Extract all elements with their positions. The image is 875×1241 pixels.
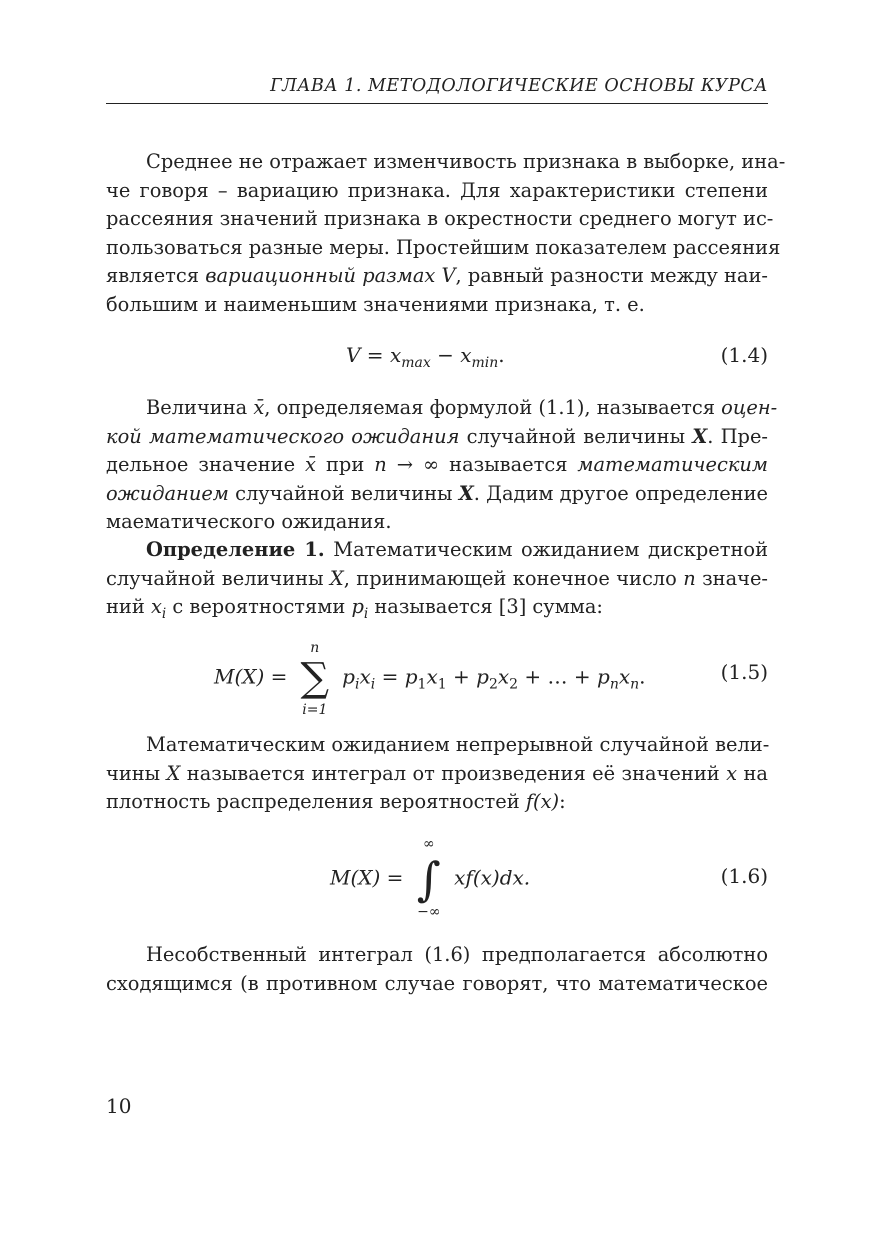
equation-number: (1.5) bbox=[720, 660, 768, 684]
text-line: является вариационный размах V, равный разности между наи- bbox=[106, 264, 768, 287]
text-line: кой математического ожидания случайной величины X. Пре- bbox=[106, 424, 768, 448]
formula: $V = x_{max} - x_{min}$. bbox=[346, 343, 505, 371]
text-line: случайной величины X, принимающей конечное число n значе- bbox=[106, 566, 768, 590]
equation-1-5 bbox=[106, 640, 768, 718]
equation-number: (1.6) bbox=[720, 864, 768, 888]
definition-1 bbox=[106, 536, 768, 622]
paragraph-2 bbox=[106, 394, 778, 537]
summation: n ∑ i=1 bbox=[296, 658, 334, 698]
integral-symbol: ∫ bbox=[416, 852, 441, 906]
text-line: рассеяния значений признака в окрестности среднего могут ис- bbox=[106, 207, 774, 230]
paragraph-1 bbox=[106, 148, 786, 319]
equation-1-6 bbox=[106, 838, 768, 923]
text-line: большим и наименьшим значениями признака, т. е. bbox=[106, 292, 645, 316]
sigma-symbol: ∑ bbox=[300, 655, 330, 701]
definition-label: Определение 1. bbox=[146, 538, 325, 561]
text-line: че говоря – вариацию признака. Для характеристики степени bbox=[106, 178, 768, 202]
formula: M(X) = ∞ ∫ −∞ xf(x)dx. bbox=[330, 836, 531, 920]
text-line: чины X называется интеграл от произведения её значений x на bbox=[106, 761, 768, 785]
equation-1-4 bbox=[106, 343, 768, 373]
text-line: плотность распределения вероятностей f(x): bbox=[106, 790, 566, 813]
text-line: пользоваться разные меры. Простейшим показателем рассеяния bbox=[106, 235, 781, 259]
formula: M(X) = n ∑ i=1 $p_ix_i = p_1x_1 + p_2x_2$ + … + $p_nx_n$. bbox=[214, 640, 646, 718]
text-line: Определение 1. Математическим ожиданием дискретной bbox=[146, 538, 769, 561]
paragraph-4 bbox=[106, 941, 768, 998]
equation-number: (1.4) bbox=[720, 343, 768, 367]
term-variation-range: вариационный размах bbox=[205, 264, 436, 287]
text-line: маематического ожидания. bbox=[106, 510, 392, 533]
text-line: дельное значение x̄ при n → ∞ называется математическим bbox=[106, 453, 768, 476]
text-line: Среднее не отражает изменчивость признака в выборке, ина- bbox=[146, 150, 786, 173]
text-line: сходящимся (в противном случае говорят, что математическое bbox=[106, 971, 768, 995]
text-line: ний $x_i$ с вероятностями $p_i$ называется [3] сумма: bbox=[106, 595, 603, 622]
text-line: Несобственный интеграл (1.6) предполагается абсолютно bbox=[146, 943, 768, 966]
integral: ∞ ∫ −∞ bbox=[414, 856, 444, 902]
text-line: Математическим ожиданием непрерывной случайной вели- bbox=[146, 733, 770, 756]
text-line: Величина x̄, определяемая формулой (1.1), называется оцен- bbox=[146, 396, 778, 419]
paragraph-3 bbox=[106, 731, 768, 817]
running-head: ГЛАВА 1. МЕТОДОЛОГИЧЕСКИЕ ОСНОВЫ КУРСА bbox=[106, 76, 768, 104]
text-line: ожиданием случайной величины X. Дадим другое определение bbox=[106, 481, 769, 505]
page-number: 10 bbox=[106, 1094, 132, 1118]
